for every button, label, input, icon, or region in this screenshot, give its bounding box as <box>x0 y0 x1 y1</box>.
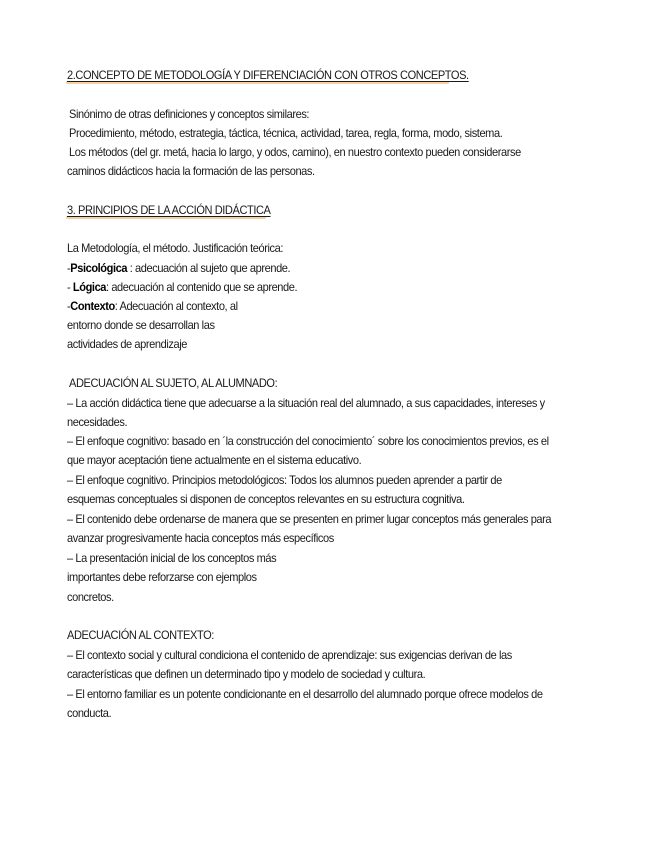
contexto-line: características que definen un determinado tipo y modelo de sociedad y cultura. <box>67 667 426 681</box>
section2-line: Los métodos (del gr. metá, hacia lo largo, y odos, camino), en nuestro contexto pueden considerarse <box>69 145 521 159</box>
principle-term: Lógica <box>72 280 107 294</box>
sujeto-line: – El enfoque cognitivo. Principios metodológicos: Todos los alumnos pueden aprender a partir de <box>67 473 502 487</box>
sujeto-line: importantes debe reforzarse con ejemplos <box>67 570 257 584</box>
sujeto-line: que mayor aceptación tiene actualmente en el sistema educativo. <box>67 453 362 467</box>
principle-contexto: -Contexto: Adecuación al contexto, al <box>67 299 238 313</box>
principle-contexto-cont: actividades de aprendizaje <box>67 337 187 351</box>
sujeto-line: – La presentación inicial de los conceptos más <box>67 551 277 565</box>
section3-heading: 3. PRINCIPIOS DE LA ACCIÓN DIDÁCTICA <box>67 203 271 217</box>
sujeto-line: avanzar progresivamente hacia conceptos más específicos <box>67 531 334 545</box>
section3-intro: La Metodología, el método. Justificación teórica: <box>67 241 283 255</box>
contexto-heading: ADECUACIÓN AL CONTEXTO: <box>67 628 214 642</box>
contexto-line: conducta. <box>67 706 112 720</box>
section2-line: Sinónimo de otras definiciones y conceptos similares: <box>69 107 310 121</box>
contexto-line: – El contexto social y cultural condiciona el contenido de aprendizaje: sus exigencias derivan de las <box>67 648 512 662</box>
principle-contexto-cont: entorno donde se desarrollan las <box>67 318 215 332</box>
sujeto-line: – El contenido debe ordenarse de manera que se presenten en primer lugar conceptos más generales para <box>67 512 552 526</box>
contexto-line: – El entorno familiar es un potente condicionante en el desarrollo del alumnado porque ofrece modelos de <box>67 687 543 701</box>
section2-heading: 2.CONCEPTO DE METODOLOGÍA Y DIFERENCIACIÓN CON OTROS CONCEPTOS. <box>67 68 469 82</box>
sujeto-line: necesidades. <box>67 415 128 429</box>
principle-psicologica: -Psicológica : adecuación al sujeto que aprende. <box>67 261 291 275</box>
sujeto-line: – El enfoque cognitivo: basado en ´la construcción del conocimiento´ sobre los conocimientos previos, es el <box>67 434 549 448</box>
section2-line: caminos didácticos hacia la formación de las personas. <box>67 164 315 178</box>
sujeto-heading: ADECUACIÓN AL SUJETO, AL ALUMNADO: <box>69 376 278 390</box>
sujeto-line: – La acción didáctica tiene que adecuarse a la situación real del alumnado, a sus capacidades, intereses y <box>67 396 545 410</box>
principle-logica: - Lógica: adecuación al contenido que se aprende. <box>67 280 298 294</box>
principle-term: Psicológica <box>70 261 128 275</box>
sujeto-line: esquemas conceptuales si disponen de conceptos relevantes en su estructura cognitiva. <box>67 492 465 506</box>
principle-term: Contexto <box>70 299 115 313</box>
section2-line: Procedimiento, método, estrategia, táctica, técnica, actividad, tarea, regla, forma, modo, sistema. <box>69 126 503 140</box>
sujeto-line: concretos. <box>67 590 114 604</box>
